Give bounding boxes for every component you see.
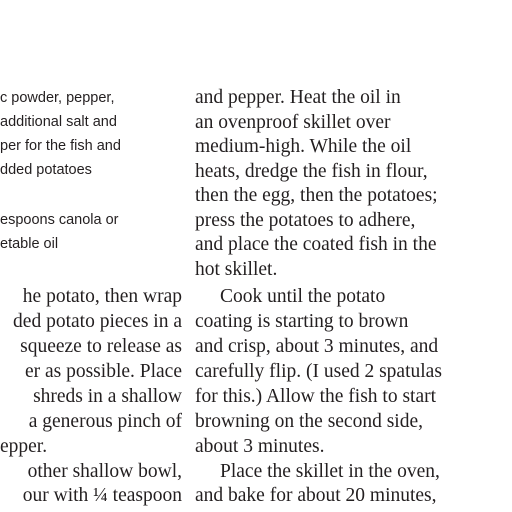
instruction-line: other shallow bowl, xyxy=(27,461,182,482)
ingredient-line: espoons canola or xyxy=(0,212,119,228)
instruction-line: and pepper. Heat the oil in xyxy=(195,87,401,108)
instruction-line: and bake for about 20 minutes, xyxy=(195,485,437,506)
instruction-line: an ovenproof skillet over xyxy=(195,112,391,133)
instruction-line: carefully flip. (I used 2 spatulas xyxy=(195,361,442,382)
instruction-line: epper. xyxy=(0,436,48,457)
instruction-line: heats, dredge the fish in flour, xyxy=(195,161,428,182)
instruction-line: hot skillet. xyxy=(195,259,278,280)
instruction-line: for this.) Allow the fish to start xyxy=(195,386,437,407)
instruction-line: press the potatoes to adhere, xyxy=(195,210,416,231)
instruction-line: then the egg, then the potatoes; xyxy=(195,185,438,206)
paragraph-start-line: Cook until the potato xyxy=(220,286,386,307)
instruction-line: er as possible. Place xyxy=(24,361,182,382)
ingredient-line: additional salt and xyxy=(0,114,117,130)
ingredient-line: dded potatoes xyxy=(0,162,92,178)
instruction-line: our with ¼ teaspoon xyxy=(22,485,182,506)
instruction-line: he potato, then wrap xyxy=(22,286,182,307)
ingredient-line: etable oil xyxy=(0,236,59,252)
instruction-line: medium-high. While the oil xyxy=(195,136,412,157)
instruction-line: squeeze to release as xyxy=(20,336,182,357)
ingredient-line: c powder, pepper, xyxy=(0,90,115,106)
instruction-line: and place the coated fish in the xyxy=(195,234,437,255)
instruction-line: and crisp, about 3 minutes, and xyxy=(195,336,439,357)
instruction-line: ded potato pieces in a xyxy=(13,311,182,332)
instruction-line: browning on the second side, xyxy=(195,411,424,432)
instruction-line: a generous pinch of xyxy=(28,411,182,432)
instruction-line: about 3 minutes. xyxy=(195,436,325,457)
instruction-line: coating is starting to brown xyxy=(195,311,409,332)
instruction-line: shreds in a shallow xyxy=(33,386,182,407)
paragraph-start-line: Place the skillet in the oven, xyxy=(220,461,440,482)
ingredient-line: per for the fish and xyxy=(0,138,121,154)
